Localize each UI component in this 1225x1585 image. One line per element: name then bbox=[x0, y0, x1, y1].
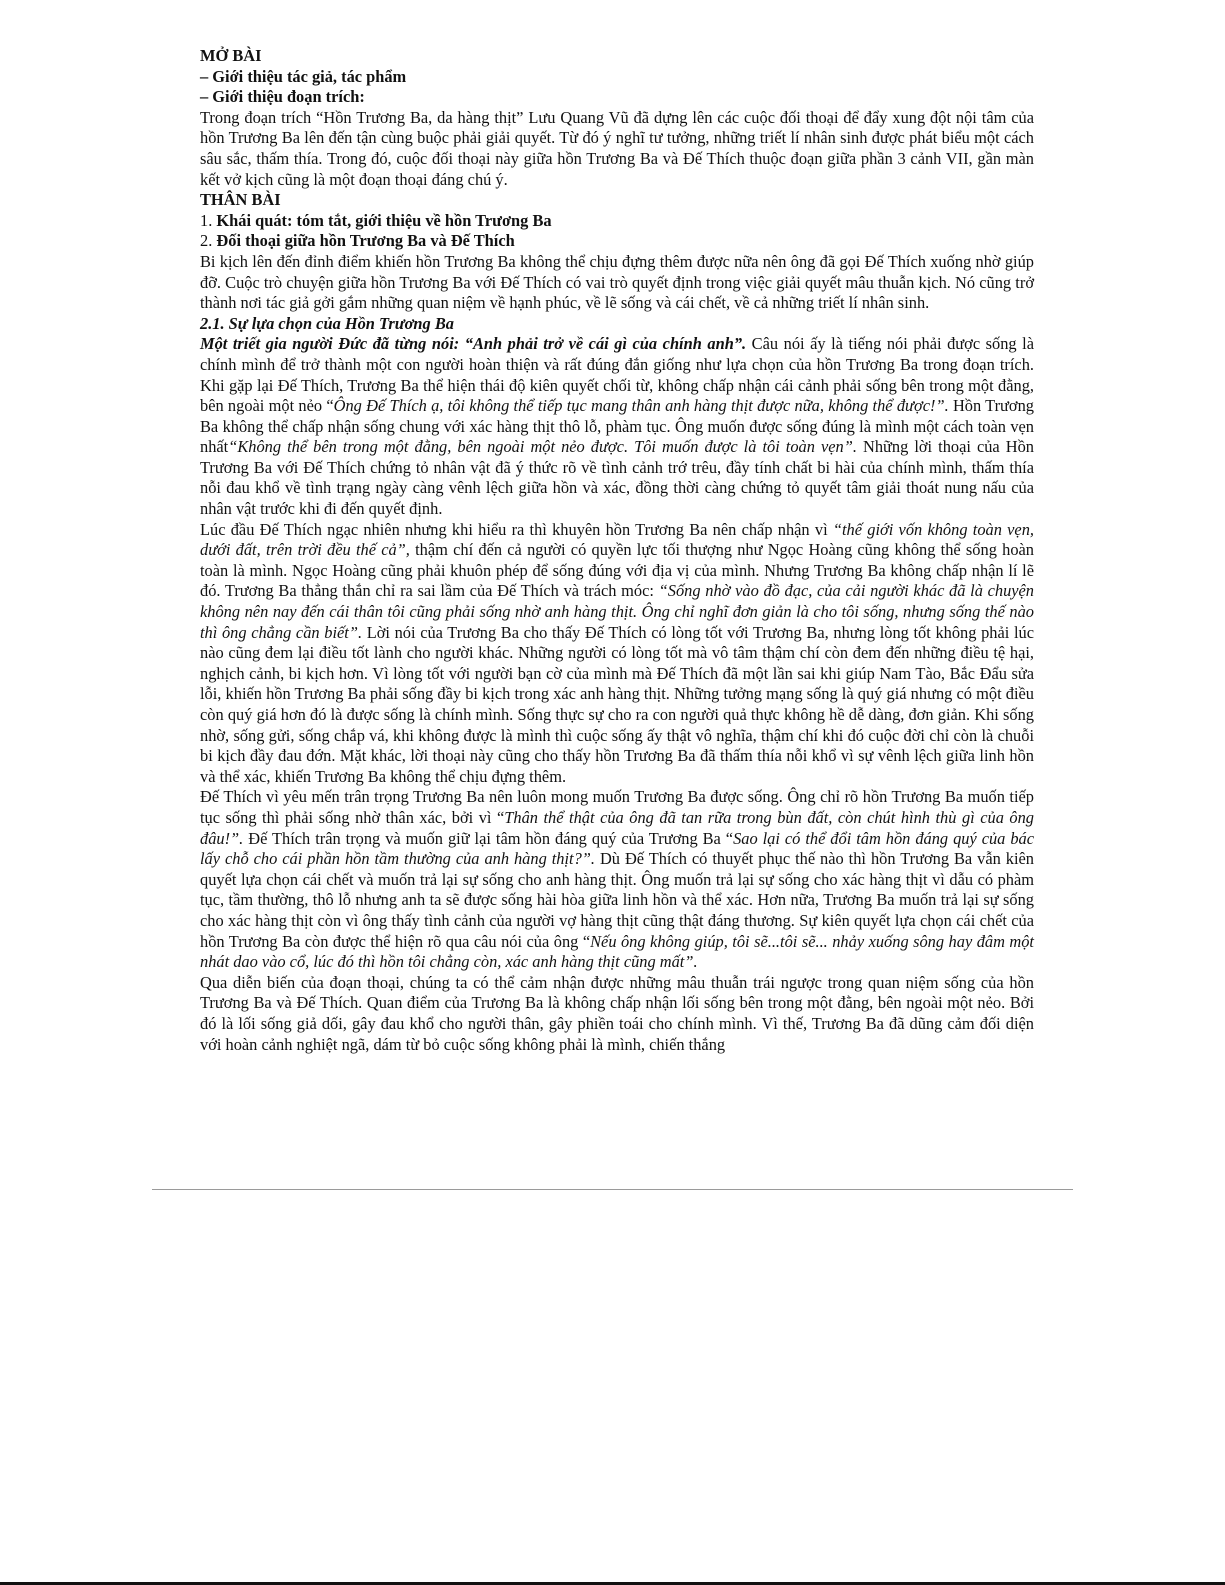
text-run: Hồn Trương Ba không thể chấp nhận sống chung với xác hàng thịt thô lỗ, phàm tục. Ông muốn được sống đúng là mình một cách toàn vẹn nhất bbox=[200, 396, 1034, 457]
list-item-text: Đối thoại giữa hồn Trương Ba và Đế Thích bbox=[216, 231, 515, 251]
paragraph-de-thich-khuyen bbox=[200, 520, 1034, 788]
quote-truong-ba-2: “Không thể bên trong một đằng, bên ngoài một nẻo được. Tôi muốn được là tôi toàn vẹn”. bbox=[228, 437, 857, 457]
quote-truong-ba-1: Ông Đế Thích ạ, tôi không thể tiếp tục mang thân anh hàng thịt được nữa, không thể được!”. bbox=[333, 396, 949, 416]
text-run: Dù Đế Thích có thuyết phục thế nào thì hồn Trương Ba vẫn kiên quyết lựa chọn cái chết và muốn trả lại sự sống cho anh hàng thịt. Ông muốn trả lại sự sống cho xác hàng thịt vì dẫu có phàm tục, tầm thường, thô lỗ nhưng anh ta sẽ được sống hài hòa giữa linh hồn và thể xác. Hơn nữa, Trương Ba muốn trả lại sự sống cho xác hàng thịt còn vì ông thấy tình cảnh của người vợ hàng thịt cũng thật đáng thương. Sự kiên quyết lựa chọn cái chết của hồn Trương Ba còn được thể hiện rõ qua câu nói của ông “ bbox=[200, 849, 1034, 951]
text-run: thậm chí đến cả người có quyền lực tối thượng như Ngọc Hoàng cũng không thể sống hoàn toàn là mình. Ngọc Hoàng cũng phải khuôn phép để sống đúng với địa vị của mình. Nhưng Trương Ba không chấp nhận lí lẽ đó. Trương Ba thẳng thắn chỉ ra sai lầm của Đế Thích và trách móc: bbox=[200, 540, 1034, 601]
paragraph-bi-kich: Bi kịch lên đến đỉnh điểm khiến hồn Trương Ba không thể chịu đựng thêm được nữa nên ông đã gọi Đế Thích xuống nhờ giúp đỡ. Cuộc trò chuyện giữa hồn Trương Ba với Đế Thích có vai trò quyết định trong việc giải quyết mâu thuẫn kịch. Nó cũng trở thành nơi tác giả gởi gắm những quan niệm về hạnh phúc, về lẽ sống và cái chết, về cả những triết lí nhân sinh. bbox=[200, 251, 1034, 313]
quote-neu-ong: Nếu ông không giúp, tôi sẽ...tôi sẽ... nhảy xuống sông hay đâm một nhát dao vào cổ, lúc đó thì hồn tôi chẳng còn, xác anh hàng thịt cũng mất”. bbox=[200, 931, 1034, 972]
list-item-1 bbox=[200, 211, 1034, 232]
quote-triet-gia: Một triết gia người Đức đã từng nói: “Anh phải trở về cái gì của chính anh”. bbox=[200, 334, 747, 354]
paragraph-intro: Trong đoạn trích “Hồn Trương Ba, da hàng thịt” Lưu Quang Vũ đã dựng lên các cuộc đối thoại để đẩy xung đột nội tâm của hồn Trương Ba lên đến tận cùng buộc phải giải quyết. Từ đó ý nghĩ tư tưởng, những triết lí nhân sinh được phát biểu một cách sâu sắc, thấm thía. Trong đó, cuộc đối thoại này giữa hồn Trương Ba và Đế Thích thuộc đoạn giữa phần 3 cảnh VII, gần màn kết vở kịch cũng là một đoạn thoại đáng chú ý. bbox=[200, 107, 1034, 189]
text-run: Lời nói của Trương Ba cho thấy Đế Thích có lòng tốt với Trương Ba, nhưng lòng tốt không phải lúc nào cũng đem lại điều tốt lành cho người khác. Những người có lòng tốt mà vô tâm thậm chí còn đem đến những điều tệ hại, nghịch cảnh, bi kịch hơn. Vì lòng tốt với người bạn cờ của mình mà Đế Thích đã một lần sai khi giúp Nam Tào, Bắc Đẩu sửa lỗi, khiến hồn Trương Ba phải sống đầy bi kịch trong xác anh hàng thịt. Những tưởng mạng sống là quý giá nhưng có một điều còn quý giá hơn đó là được sống là chính mình. Sống thực sự cho ra con người quả thực không hề dễ dàng, đơn giản. Khi sống nhờ, sống gửi, sống chắp vá, khi không được là mình thì cuộc sống ấy thật vô nghĩa, thậm chí khi đó cuộc đời chỉ còn là chuỗi bi kịch đầy đau đớn. Mặt khác, lời thoại này cũng cho thấy hồn Trương Ba đã thấm thía nỗi khổ vì sự vênh lệch giữa linh hồn và thể xác, khiến Trương Ba không thể chịu đựng thêm. bbox=[200, 622, 1035, 786]
list-item-2 bbox=[200, 231, 1034, 252]
quote-song-nho: “Sống nhờ vào đồ đạc, của cải người khác đã là chuyện không nên nay đến cái thân tôi cũng phải sống nhờ anh hàng thịt. Ông chỉ nghĩ đơn giản là cho tôi sống, nhưng sống thế nào thì ông chẳng cần biết”. bbox=[200, 581, 1035, 642]
list-item-text: Khái quát: tóm tắt, giới thiệu về hồn Trương Ba bbox=[216, 210, 552, 230]
quote-than-the: Thân thể thật của ông đã tan rữa trong bùn đất, còn chút hình thù gì của ông đâu!”. bbox=[200, 807, 1035, 848]
quote-tam-hon: Sao lại có thể đổi tâm hồn đáng quý của bác lấy chỗ cho cái phần hồn tầm thường của anh hàng thịt?”. bbox=[200, 828, 1035, 869]
document-body bbox=[200, 46, 1034, 1055]
page-divider bbox=[152, 1189, 1073, 1190]
paragraph-de-thich-tran-trong bbox=[200, 787, 1034, 972]
text-run: Đế Thích vì yêu mến trân trọng Trương Ba nên luôn mong muốn Trương Ba được sống. Ông chỉ rõ hồn Trương Ba muốn tiếp tục sống thì phải sống nhờ thân xác, bởi vì “ bbox=[200, 787, 1034, 827]
list-number: 1. bbox=[200, 210, 213, 230]
subheading-gioi-thieu-tac-gia: – Giới thiệu tác giả, tác phẩm bbox=[200, 66, 407, 86]
paragraph-lua-chon bbox=[200, 334, 1034, 519]
heading-than-bai: THÂN BÀI bbox=[200, 190, 281, 210]
text-run: Những lời thoại của Hồn Trương Ba với Đế Thích chứng tỏ nhân vật đã ý thức rõ về tình cảnh trớ trêu, đầy tính chất bi hài của chính mình, thấm thía nỗi đau khổ về tình trạng ngày càng vênh lệch giữa hồn và xác, đồng thời càng chứng tỏ quyết tâm giải thoát nung nấu của nhân vật trước khi đi đến quyết định. bbox=[200, 437, 1034, 519]
heading-mo-bai: MỞ BÀI bbox=[200, 46, 262, 65]
text-run: Câu nói ấy là tiếng nói phải được sống là chính mình để trở thành một con người hoàn thiện và rất đúng đắn giống như lựa chọn của hồn Trương Ba trong đoạn trích. Khi gặp lại Đế Thích, Trương Ba thể hiện thái độ kiên quyết chối từ, không chấp nhận cái cảnh phải sống bên trong một đằng, bên ngoài một nẻo “ bbox=[200, 334, 1035, 416]
subheading-gioi-thieu-doan-trich: – Giới thiệu đoạn trích: bbox=[200, 87, 365, 107]
quote-the-gioi: “thế giới vốn không toàn vẹn, dưới đất, trên trời đều thế cả”, bbox=[200, 519, 1034, 560]
list-number: 2. bbox=[200, 231, 213, 251]
heading-2-1: 2.1. Sự lựa chọn của Hồn Trương Ba bbox=[200, 313, 454, 333]
text-run: Đế Thích trân trọng và muốn giữ lại tâm hồn đáng quý của Trương Ba “ bbox=[243, 828, 734, 848]
text-run: Lúc đầu Đế Thích ngạc nhiên nhưng khi hiểu ra thì khuyên hồn Trương Ba nên chấp nhận vì bbox=[200, 519, 833, 539]
paragraph-ket-doan-thoai: Qua diễn biến của đoạn thoại, chúng ta có thể cảm nhận được những mâu thuẫn trái ngược trong quan niệm sống của hồn Trương Ba và Đế Thích. Quan điểm của Trương Ba là không chấp nhận lối sống bên trong một đằng, bên ngoài một nẻo. Bởi đó là lối sống giả dối, gây đau khổ cho người thân, gây phiền toái cho chính mình. Vì thế, Trương Ba đã dũng cảm đối diện với hoàn cảnh nghiệt ngã, dám từ bỏ cuộc sống không phải là mình, chiến thắng bbox=[200, 972, 1034, 1054]
